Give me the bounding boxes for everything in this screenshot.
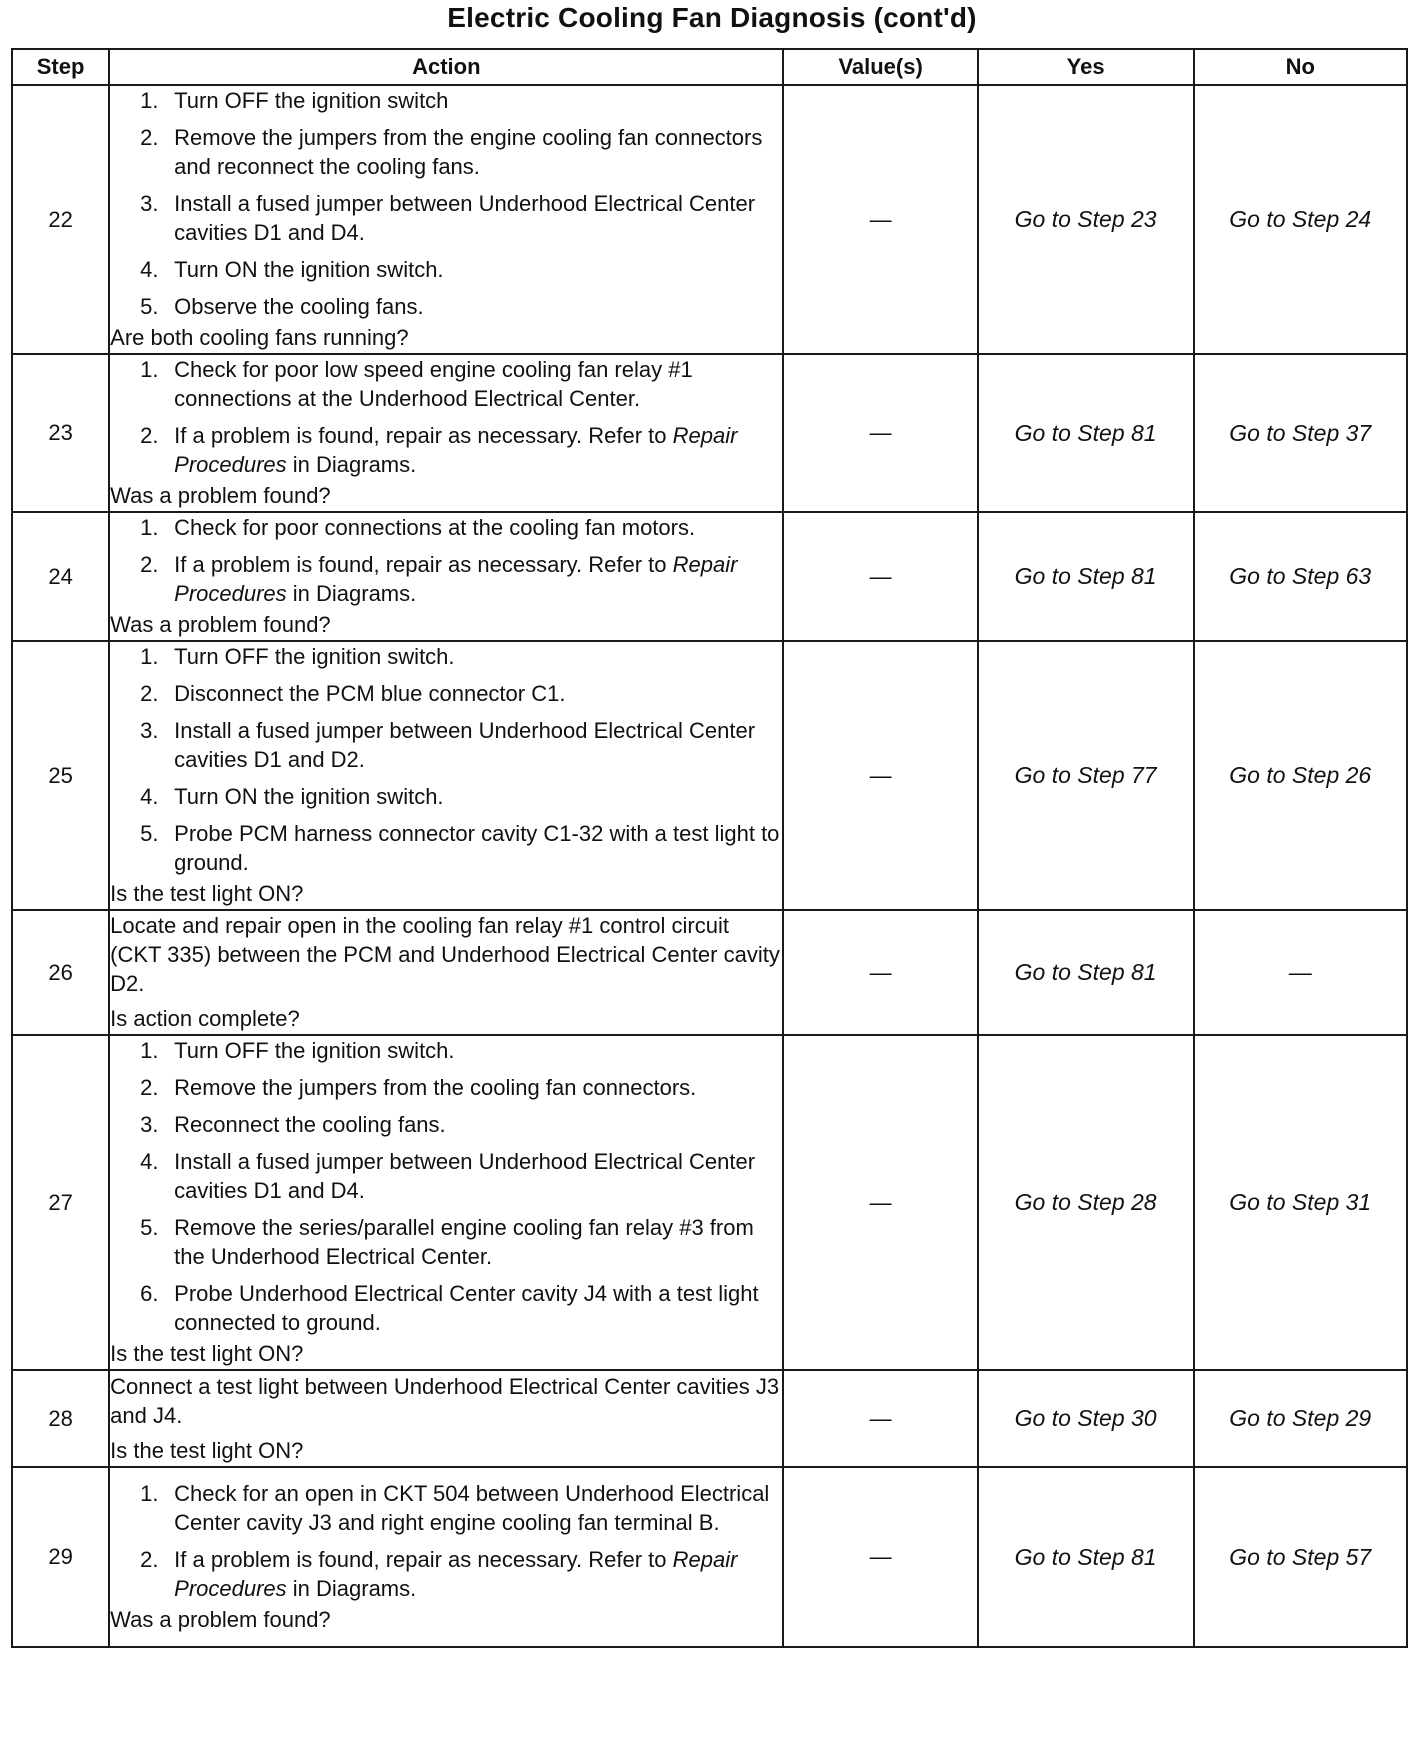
header-action: Action xyxy=(109,49,783,85)
list-item: 2. Disconnect the PCM blue connector C1. xyxy=(140,681,566,706)
action-list xyxy=(110,86,782,321)
step-number: 24 xyxy=(12,512,109,641)
list-item: 3. Install a fused jumper between Underhood Electrical Center cavities D1 and D4. xyxy=(140,191,756,245)
table-row-step-27 xyxy=(12,1035,1407,1370)
action-question: Was a problem found? xyxy=(110,483,331,508)
no-cell: Go to Step 57 xyxy=(1194,1467,1408,1647)
value-cell: — xyxy=(783,641,977,910)
list-item: 2. If a problem is found, repair as necessary. Refer to Repair Procedures in Diagrams. xyxy=(140,552,738,606)
list-item: 6. Probe Underhood Electrical Center cavity J4 with a test light connected to ground. xyxy=(140,1281,759,1335)
action-cell xyxy=(109,1467,783,1647)
yes-cell: Go to Step 81 xyxy=(978,910,1194,1035)
list-item: 1. Check for poor connections at the cooling fan motors. xyxy=(140,515,696,540)
table-row-step-25 xyxy=(12,641,1407,910)
no-cell: — xyxy=(1194,910,1408,1035)
step-number: 23 xyxy=(12,354,109,512)
action-list xyxy=(110,513,782,608)
list-item: 2. If a problem is found, repair as necessary. Refer to Repair Procedures in Diagrams. xyxy=(140,1547,738,1601)
action-question: Was a problem found? xyxy=(110,1607,331,1632)
list-item: 4. Turn ON the ignition switch. xyxy=(140,784,444,809)
reference-link-text: Repair Procedures xyxy=(174,423,738,477)
action-cell xyxy=(109,354,783,512)
list-item: 1. Turn OFF the ignition switch. xyxy=(140,644,455,669)
header-values: Value(s) xyxy=(783,49,977,85)
list-item: 5. Observe the cooling fans. xyxy=(140,294,424,319)
action-text: Locate and repair open in the cooling fan relay #1 control circuit (CKT 335) between the PCM and Underhood Electrical Center cavity D2. xyxy=(110,913,780,996)
yes-cell: Go to Step 77 xyxy=(978,641,1194,910)
reference-link-text: Repair Procedures xyxy=(174,552,738,606)
no-cell: Go to Step 26 xyxy=(1194,641,1408,910)
action-question: Is action complete? xyxy=(110,1006,300,1031)
action-question: Is the test light ON? xyxy=(110,1341,304,1366)
list-item: 2. Remove the jumpers from the cooling fan connectors. xyxy=(140,1075,697,1100)
list-item: 4. Install a fused jumper between Underhood Electrical Center cavities D1 and D4. xyxy=(140,1149,756,1203)
action-cell xyxy=(109,1035,783,1370)
yes-cell: Go to Step 81 xyxy=(978,512,1194,641)
reference-link-text: Repair Procedures xyxy=(174,1547,738,1601)
yes-cell: Go to Step 30 xyxy=(978,1370,1194,1467)
value-cell: — xyxy=(783,1467,977,1647)
list-item: 1. Turn OFF the ignition switch xyxy=(140,88,449,113)
action-list xyxy=(110,355,782,479)
page-title: Electric Cooling Fan Diagnosis (cont'd) xyxy=(447,2,977,33)
no-cell: Go to Step 37 xyxy=(1194,354,1408,512)
list-item: 5. Probe PCM harness connector cavity C1-32 with a test light to ground. xyxy=(140,821,780,875)
step-number: 22 xyxy=(12,85,109,354)
no-cell: Go to Step 24 xyxy=(1194,85,1408,354)
step-number: 28 xyxy=(12,1370,109,1467)
table-row-step-24 xyxy=(12,512,1407,641)
table-row-step-29 xyxy=(12,1467,1407,1647)
no-cell: Go to Step 63 xyxy=(1194,512,1408,641)
value-cell: — xyxy=(783,512,977,641)
value-cell: — xyxy=(783,910,977,1035)
action-cell xyxy=(109,1370,783,1467)
action-cell xyxy=(109,641,783,910)
table-row-step-26 xyxy=(12,910,1407,1035)
yes-cell: Go to Step 81 xyxy=(978,354,1194,512)
action-question: Is the test light ON? xyxy=(110,1437,304,1463)
value-cell: — xyxy=(783,85,977,354)
list-item: 3. Install a fused jumper between Underhood Electrical Center cavities D1 and D2. xyxy=(140,718,756,772)
yes-cell: Go to Step 23 xyxy=(978,85,1194,354)
action-list xyxy=(110,1036,782,1337)
action-question: Is the test light ON? xyxy=(110,881,304,906)
value-cell: — xyxy=(783,354,977,512)
no-cell: Go to Step 29 xyxy=(1194,1370,1408,1467)
table-row-step-28 xyxy=(12,1370,1407,1467)
header-no: No xyxy=(1194,49,1408,85)
action-cell xyxy=(109,910,783,1035)
step-number: 25 xyxy=(12,641,109,910)
table-row-step-22 xyxy=(12,85,1407,354)
list-item: 1. Check for poor low speed engine cooling fan relay #1 connections at the Underhood Electrical Center. xyxy=(140,357,693,411)
step-number: 26 xyxy=(12,910,109,1035)
list-item: 3. Reconnect the cooling fans. xyxy=(140,1112,446,1137)
action-question: Are both cooling fans running? xyxy=(110,325,409,350)
yes-cell: Go to Step 28 xyxy=(978,1035,1194,1370)
list-item: 4. Turn ON the ignition switch. xyxy=(140,257,444,282)
action-list xyxy=(110,642,782,877)
list-item: 5. Remove the series/parallel engine cooling fan relay #3 from the Underhood Electrical Center. xyxy=(140,1215,754,1269)
value-cell: — xyxy=(783,1370,977,1467)
list-item: 2. Remove the jumpers from the engine cooling fan connectors and reconnect the cooling fans. xyxy=(140,125,763,179)
value-cell: — xyxy=(783,1035,977,1370)
list-item: 1. Check for an open in CKT 504 between Underhood Electrical Center cavity J3 and right engine cooling fan terminal B. xyxy=(140,1481,770,1535)
yes-cell: Go to Step 81 xyxy=(978,1467,1194,1647)
list-item: 2. If a problem is found, repair as necessary. Refer to Repair Procedures in Diagrams. xyxy=(140,423,738,477)
step-number: 29 xyxy=(12,1467,109,1647)
header-yes: Yes xyxy=(978,49,1194,85)
action-list xyxy=(110,1479,782,1603)
table-row-step-23 xyxy=(12,354,1407,512)
action-cell xyxy=(109,85,783,354)
diagnosis-table xyxy=(11,48,1408,1648)
header-step: Step xyxy=(12,49,109,85)
action-question: Was a problem found? xyxy=(110,612,331,637)
table-header-row xyxy=(12,49,1407,85)
action-text: Connect a test light between Underhood Electrical Center cavities J3 and J4. xyxy=(110,1373,780,1428)
no-cell: Go to Step 31 xyxy=(1194,1035,1408,1370)
step-number: 27 xyxy=(12,1035,109,1370)
action-cell xyxy=(109,512,783,641)
list-item: 1. Turn OFF the ignition switch. xyxy=(140,1038,455,1063)
